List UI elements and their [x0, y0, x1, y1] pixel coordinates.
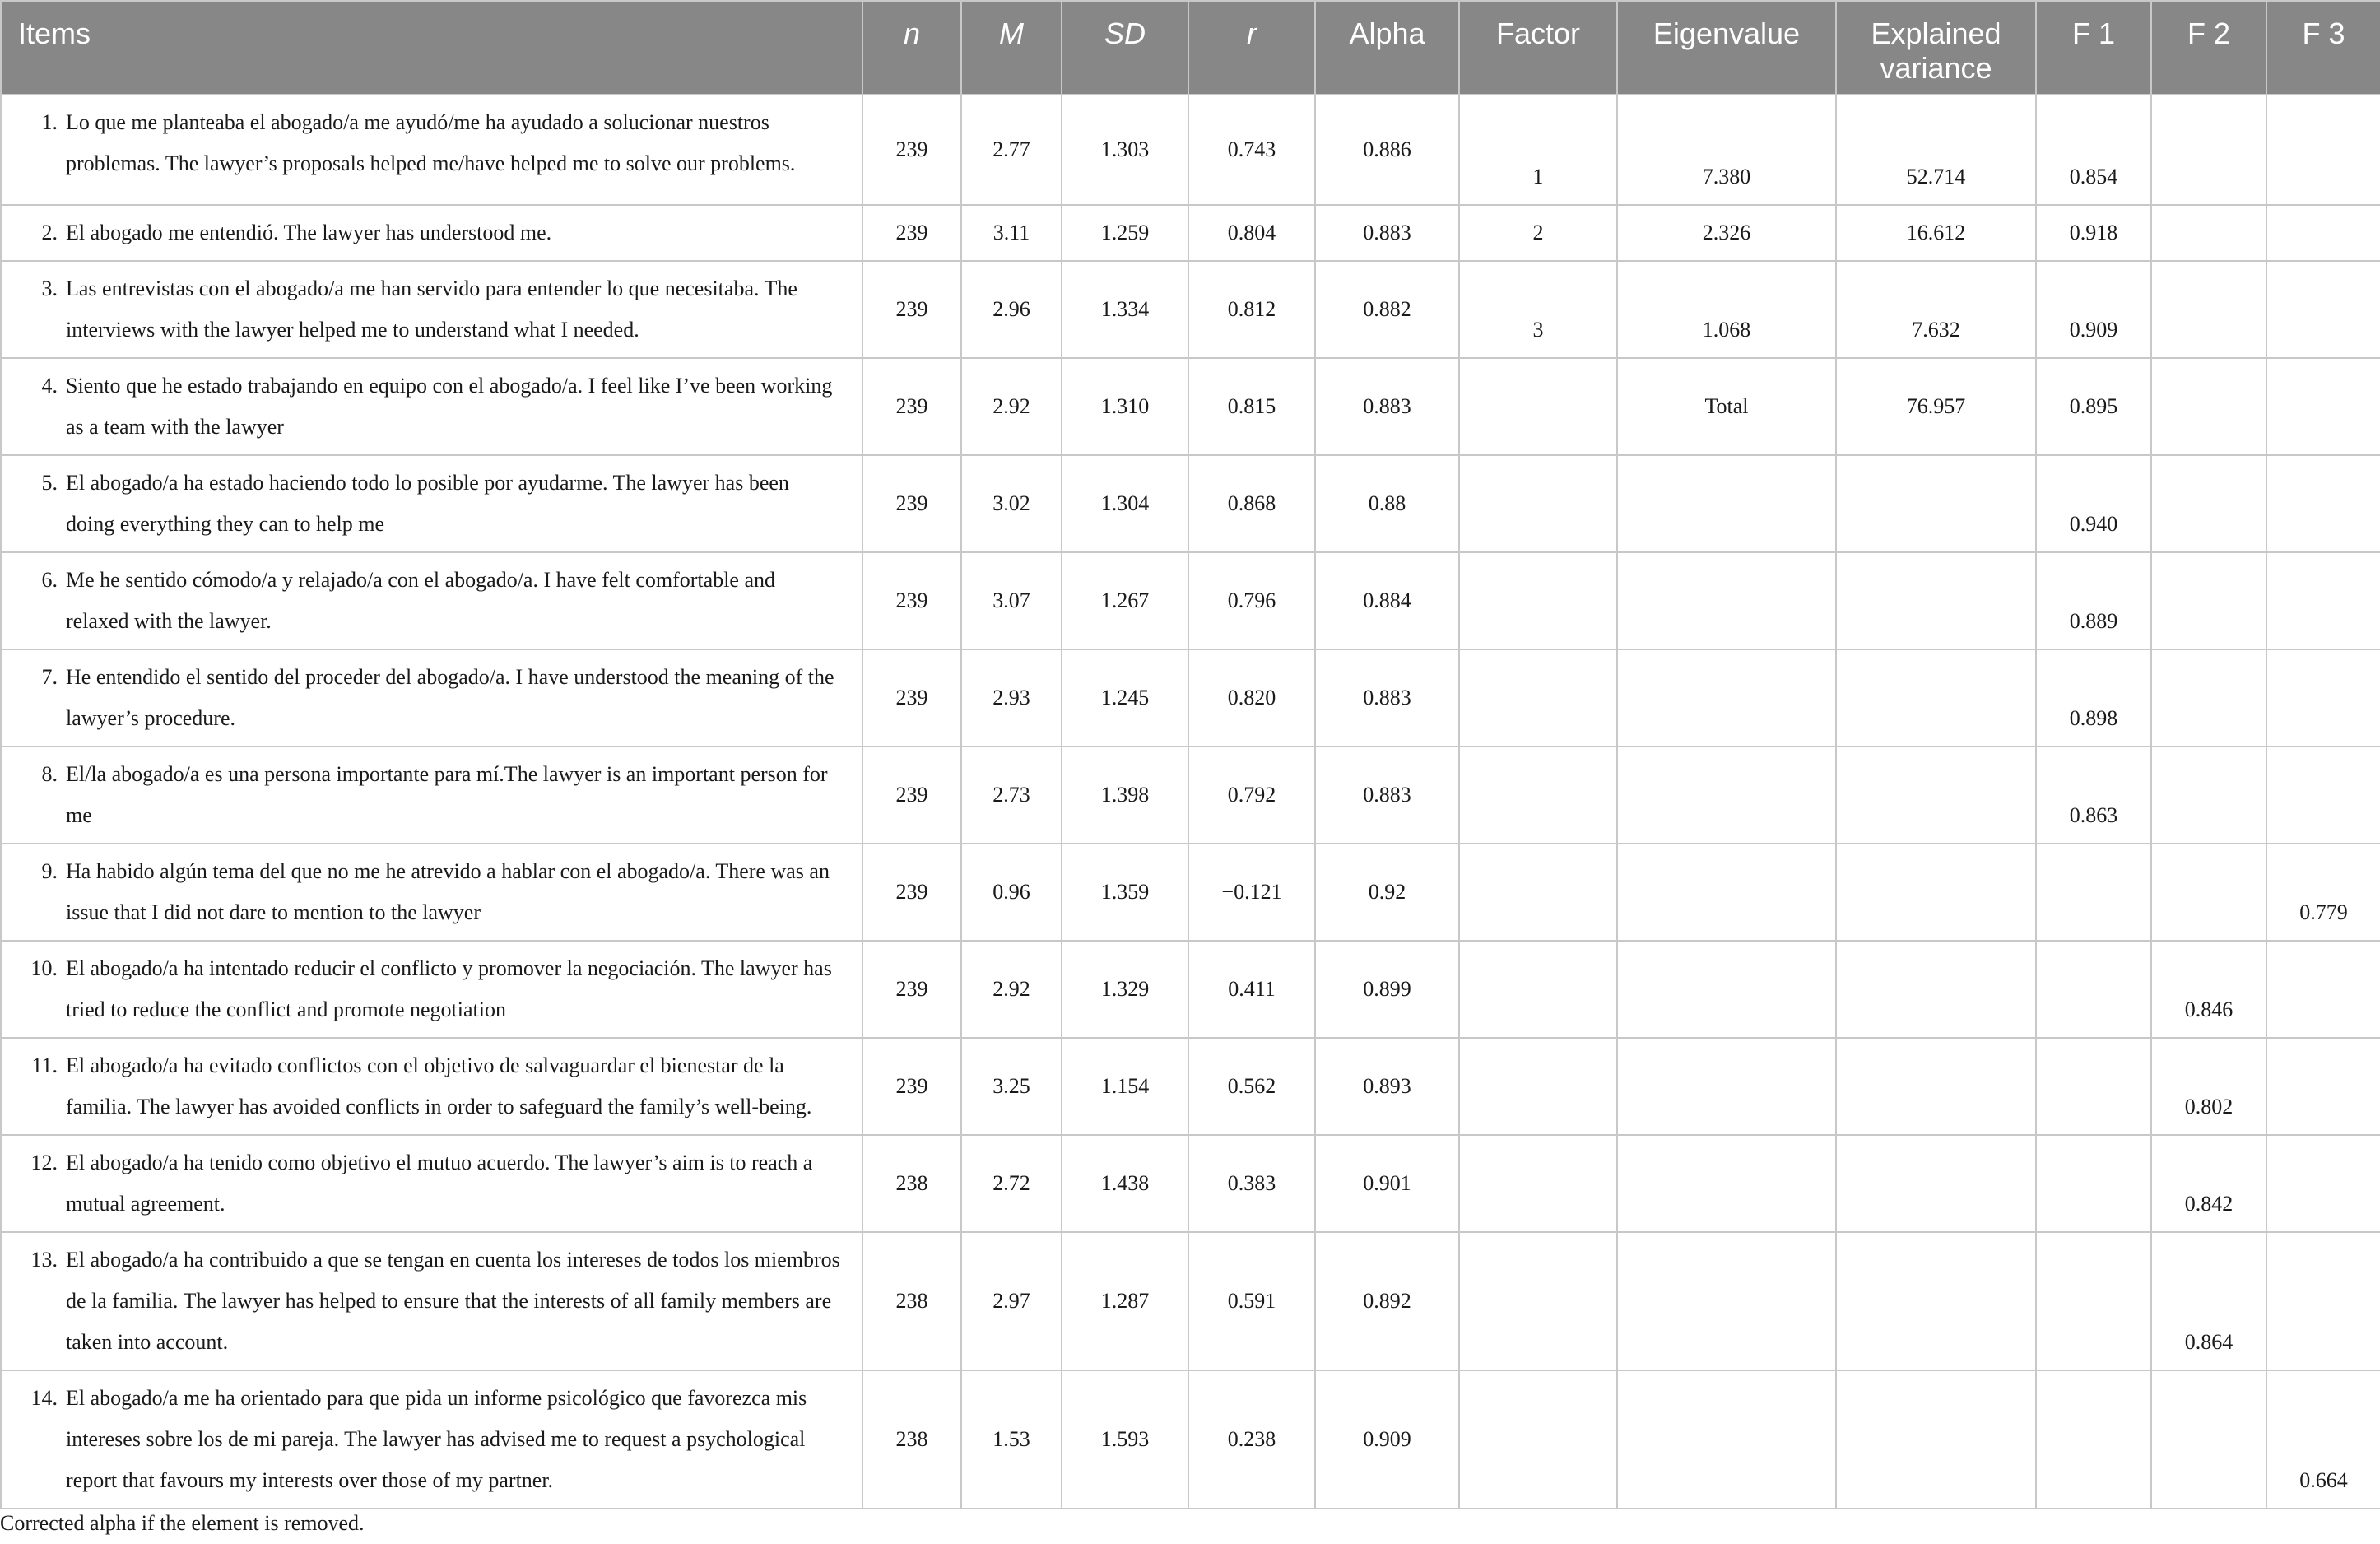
cell-n: 239	[862, 455, 961, 552]
cell-f3	[2266, 455, 2380, 552]
cell-explained	[1836, 746, 2036, 844]
item-cell	[1, 1370, 862, 1509]
cell-f3	[2266, 1038, 2380, 1135]
cell-factor	[1459, 1370, 1617, 1509]
cell-f3	[2266, 95, 2380, 205]
cell-factor	[1459, 649, 1617, 746]
cell-f1: 0.854	[2036, 95, 2151, 205]
cell-sd: 1.593	[1062, 1370, 1188, 1509]
item-number: 13.	[30, 1248, 58, 1272]
cell-f2	[2151, 205, 2266, 261]
cell-r: 0.868	[1188, 455, 1315, 552]
cell-alpha: 0.92	[1315, 844, 1459, 941]
table-row	[1, 455, 2380, 552]
cell-explained: 16.612	[1836, 205, 2036, 261]
cell-explained	[1836, 844, 2036, 941]
cell-m: 3.02	[961, 455, 1062, 552]
cell-eigenvalue	[1617, 941, 1836, 1038]
item-text: He entendido el sentido del proceder del abogado/a. I have understood the meaning of the lawyer’s procedure.	[66, 665, 834, 730]
cell-f3	[2266, 1135, 2380, 1232]
cell-eigenvalue	[1617, 1135, 1836, 1232]
item-text: El abogado/a ha contribuido a que se tengan en cuenta los intereses de todos los miembros de la familia. The lawyer has helped to ensure that the interests of all family members are taken into account.	[66, 1248, 840, 1354]
header-mean: M	[961, 1, 1062, 95]
cell-sd: 1.154	[1062, 1038, 1188, 1135]
item-text: El abogado/a ha estado haciendo todo lo posible por ayudarme. The lawyer has been doing everything they can to help me	[66, 471, 789, 536]
cell-f1	[2036, 1135, 2151, 1232]
item-cell	[1, 205, 862, 261]
cell-eigenvalue	[1617, 844, 1836, 941]
cell-m: 3.25	[961, 1038, 1062, 1135]
table-row	[1, 358, 2380, 455]
cell-f1	[2036, 844, 2151, 941]
cell-alpha: 0.901	[1315, 1135, 1459, 1232]
table-row	[1, 1135, 2380, 1232]
cell-n: 239	[862, 1038, 961, 1135]
cell-f1: 0.895	[2036, 358, 2151, 455]
table-row	[1, 844, 2380, 941]
cell-r: 0.815	[1188, 358, 1315, 455]
cell-sd: 1.259	[1062, 205, 1188, 261]
cell-eigenvalue	[1617, 552, 1836, 649]
cell-r: 0.591	[1188, 1232, 1315, 1370]
table-row	[1, 941, 2380, 1038]
cell-m: 2.72	[961, 1135, 1062, 1232]
cell-f3	[2266, 358, 2380, 455]
cell-factor	[1459, 746, 1617, 844]
cell-alpha: 0.899	[1315, 941, 1459, 1038]
cell-n: 239	[862, 552, 961, 649]
cell-n: 238	[862, 1370, 961, 1509]
cell-f3	[2266, 649, 2380, 746]
cell-sd: 1.438	[1062, 1135, 1188, 1232]
cell-r: 0.804	[1188, 205, 1315, 261]
cell-factor	[1459, 1038, 1617, 1135]
item-text: El/la abogado/a es una persona importante para mí.The lawyer is an important person for me	[66, 762, 828, 827]
cell-f1: 0.863	[2036, 746, 2151, 844]
item-text: El abogado/a ha tenido como objetivo el mutuo acuerdo. The lawyer’s aim is to reach a mutual agreement.	[66, 1151, 813, 1216]
cell-explained	[1836, 1135, 2036, 1232]
item-number: 4.	[41, 374, 58, 398]
cell-alpha: 0.909	[1315, 1370, 1459, 1509]
header-n: n	[862, 1, 961, 95]
cell-r: 0.796	[1188, 552, 1315, 649]
table-row	[1, 746, 2380, 844]
item-text: El abogado/a ha intentado reducir el conflicto y promover la negociación. The lawyer has tried to reduce the conflict and promote negotiation	[66, 956, 832, 1021]
cell-explained	[1836, 941, 2036, 1038]
cell-r: 0.238	[1188, 1370, 1315, 1509]
cell-f3	[2266, 552, 2380, 649]
cell-eigenvalue: Total	[1617, 358, 1836, 455]
item-cell	[1, 649, 862, 746]
cell-f3: 0.779	[2266, 844, 2380, 941]
cell-r: 0.812	[1188, 261, 1315, 358]
cell-f2: 0.864	[2151, 1232, 2266, 1370]
cell-explained: 52.714	[1836, 95, 2036, 205]
cell-r: 0.743	[1188, 95, 1315, 205]
item-cell	[1, 455, 862, 552]
item-number: 1.	[41, 110, 58, 134]
item-cell	[1, 746, 862, 844]
cell-alpha: 0.884	[1315, 552, 1459, 649]
cell-f1	[2036, 1370, 2151, 1509]
cell-explained	[1836, 649, 2036, 746]
cell-m: 2.96	[961, 261, 1062, 358]
cell-explained	[1836, 1232, 2036, 1370]
cell-factor	[1459, 941, 1617, 1038]
cell-n: 239	[862, 844, 961, 941]
header-explained-variance: Explained variance	[1836, 1, 2036, 95]
cell-sd: 1.359	[1062, 844, 1188, 941]
cell-eigenvalue: 2.326	[1617, 205, 1836, 261]
cell-eigenvalue	[1617, 1370, 1836, 1509]
header-items: Items	[1, 1, 862, 95]
cell-explained	[1836, 1370, 2036, 1509]
item-number: 6.	[41, 568, 58, 592]
cell-r: −0.121	[1188, 844, 1315, 941]
cell-r: 0.411	[1188, 941, 1315, 1038]
cell-f3: 0.664	[2266, 1370, 2380, 1509]
cell-f3	[2266, 1232, 2380, 1370]
cell-f1	[2036, 1232, 2151, 1370]
item-cell	[1, 358, 862, 455]
header-sd: SD	[1062, 1, 1188, 95]
cell-n: 239	[862, 746, 961, 844]
item-number: 14.	[30, 1386, 58, 1410]
header-r: r	[1188, 1, 1315, 95]
cell-alpha: 0.88	[1315, 455, 1459, 552]
table-row	[1, 1038, 2380, 1135]
cell-f2: 0.846	[2151, 941, 2266, 1038]
cell-sd: 1.287	[1062, 1232, 1188, 1370]
cell-f2	[2151, 1370, 2266, 1509]
cell-f3	[2266, 941, 2380, 1038]
cell-explained: 7.632	[1836, 261, 2036, 358]
cell-f2	[2151, 746, 2266, 844]
cell-eigenvalue	[1617, 1038, 1836, 1135]
cell-sd: 1.303	[1062, 95, 1188, 205]
cell-alpha: 0.893	[1315, 1038, 1459, 1135]
cell-factor	[1459, 1232, 1617, 1370]
header-f2: F 2	[2151, 1, 2266, 95]
table-row	[1, 95, 2380, 205]
header-row	[1, 1, 2380, 95]
item-text: Lo que me planteaba el abogado/a me ayudó/me ha ayudado a solucionar nuestros problemas. The lawyer’s proposals helped me/have helped me to solve our problems.	[66, 110, 796, 175]
item-number: 10.	[30, 956, 58, 980]
header-f1: F 1	[2036, 1, 2151, 95]
cell-m: 3.11	[961, 205, 1062, 261]
cell-m: 2.97	[961, 1232, 1062, 1370]
cell-f2: 0.802	[2151, 1038, 2266, 1135]
cell-alpha: 0.883	[1315, 649, 1459, 746]
cell-r: 0.820	[1188, 649, 1315, 746]
item-cell	[1, 261, 862, 358]
cell-n: 238	[862, 1135, 961, 1232]
cell-explained: 76.957	[1836, 358, 2036, 455]
cell-alpha: 0.883	[1315, 358, 1459, 455]
item-text: Ha habido algún tema del que no me he atrevido a hablar con el abogado/a. There was an issue that I did not dare to mention to the lawyer	[66, 859, 830, 924]
cell-f1: 0.909	[2036, 261, 2151, 358]
cell-f1	[2036, 941, 2151, 1038]
cell-m: 2.93	[961, 649, 1062, 746]
table-row	[1, 1232, 2380, 1370]
cell-f2	[2151, 261, 2266, 358]
cell-explained	[1836, 455, 2036, 552]
cell-sd: 1.329	[1062, 941, 1188, 1038]
item-cell	[1, 1135, 862, 1232]
cell-sd: 1.267	[1062, 552, 1188, 649]
cell-factor	[1459, 455, 1617, 552]
cell-factor	[1459, 1135, 1617, 1232]
item-number: 9.	[41, 859, 58, 883]
cell-sd: 1.310	[1062, 358, 1188, 455]
cell-m: 3.07	[961, 552, 1062, 649]
item-text: Las entrevistas con el abogado/a me han servido para entender lo que necesitaba. The interviews with the lawyer helped me to understand what I needed.	[66, 277, 797, 342]
item-number: 11.	[31, 1053, 58, 1077]
cell-f1: 0.940	[2036, 455, 2151, 552]
cell-factor: 2	[1459, 205, 1617, 261]
item-number: 2.	[41, 221, 58, 244]
cell-n: 239	[862, 261, 961, 358]
item-cell	[1, 552, 862, 649]
item-number: 12.	[30, 1151, 58, 1174]
cell-sd: 1.304	[1062, 455, 1188, 552]
cell-n: 239	[862, 205, 961, 261]
item-text: Me he sentido cómodo/a y relajado/a con el abogado/a. I have felt comfortable and relaxed with the lawyer.	[66, 568, 775, 633]
cell-alpha: 0.882	[1315, 261, 1459, 358]
header-factor: Factor	[1459, 1, 1617, 95]
cell-f2	[2151, 358, 2266, 455]
item-text: Siento que he estado trabajando en equipo con el abogado/a. I feel like I’ve been working as a team with the lawyer	[66, 374, 833, 439]
item-cell	[1, 844, 862, 941]
item-cell	[1, 1232, 862, 1370]
item-cell	[1, 941, 862, 1038]
table-row	[1, 649, 2380, 746]
cell-sd: 1.245	[1062, 649, 1188, 746]
table-row	[1, 552, 2380, 649]
cell-f1: 0.898	[2036, 649, 2151, 746]
cell-f2	[2151, 95, 2266, 205]
cell-m: 2.92	[961, 941, 1062, 1038]
cell-m: 0.96	[961, 844, 1062, 941]
cell-f3	[2266, 205, 2380, 261]
table-row	[1, 1370, 2380, 1509]
item-text: El abogado/a me ha orientado para que pida un informe psicológico que favorezca mis intereses sobre los de mi pareja. The lawyer has advised me to request a psychological report that favours my interests over those of my partner.	[66, 1386, 807, 1492]
cell-f1: 0.918	[2036, 205, 2151, 261]
header-alpha: Alpha	[1315, 1, 1459, 95]
cell-sd: 1.334	[1062, 261, 1188, 358]
cell-f2	[2151, 552, 2266, 649]
cell-r: 0.383	[1188, 1135, 1315, 1232]
table-footnote: Corrected alpha if the element is removed.	[0, 1511, 365, 1535]
table-header	[1, 1, 2380, 95]
cell-factor: 3	[1459, 261, 1617, 358]
cell-n: 239	[862, 358, 961, 455]
cell-f2	[2151, 649, 2266, 746]
cell-m: 2.77	[961, 95, 1062, 205]
cell-explained	[1836, 552, 2036, 649]
header-f3: F 3	[2266, 1, 2380, 95]
item-number: 3.	[41, 277, 58, 300]
cell-r: 0.562	[1188, 1038, 1315, 1135]
cell-f1	[2036, 1038, 2151, 1135]
cell-f3	[2266, 261, 2380, 358]
cell-explained	[1836, 1038, 2036, 1135]
cell-alpha: 0.886	[1315, 95, 1459, 205]
table-row	[1, 261, 2380, 358]
cell-eigenvalue: 7.380	[1617, 95, 1836, 205]
item-cell	[1, 95, 862, 205]
cell-eigenvalue	[1617, 455, 1836, 552]
cell-eigenvalue	[1617, 746, 1836, 844]
cell-eigenvalue: 1.068	[1617, 261, 1836, 358]
cell-alpha: 0.883	[1315, 205, 1459, 261]
cell-n: 238	[862, 1232, 961, 1370]
cell-f3	[2266, 746, 2380, 844]
table-body	[1, 95, 2380, 1509]
cell-f2	[2151, 455, 2266, 552]
cell-f2: 0.842	[2151, 1135, 2266, 1232]
item-number: 5.	[41, 471, 58, 495]
cell-n: 239	[862, 941, 961, 1038]
cell-n: 239	[862, 649, 961, 746]
item-text: El abogado/a ha evitado conflictos con el objetivo de salvaguardar el bienestar de la familia. The lawyer has avoided conflicts in order to safeguard the family’s well-being.	[66, 1053, 812, 1118]
cell-sd: 1.398	[1062, 746, 1188, 844]
cell-f1: 0.889	[2036, 552, 2151, 649]
item-number: 8.	[41, 762, 58, 786]
cell-eigenvalue	[1617, 1232, 1836, 1370]
cell-factor	[1459, 844, 1617, 941]
cell-alpha: 0.892	[1315, 1232, 1459, 1370]
cell-m: 2.73	[961, 746, 1062, 844]
cell-m: 2.92	[961, 358, 1062, 455]
cell-r: 0.792	[1188, 746, 1315, 844]
item-text: El abogado me entendió. The lawyer has understood me.	[66, 221, 552, 244]
table-row	[1, 205, 2380, 261]
cell-n: 239	[862, 95, 961, 205]
cell-factor: 1	[1459, 95, 1617, 205]
header-eigenvalue: Eigenvalue	[1617, 1, 1836, 95]
cell-m: 1.53	[961, 1370, 1062, 1509]
cell-alpha: 0.883	[1315, 746, 1459, 844]
cell-factor	[1459, 552, 1617, 649]
item-cell	[1, 1038, 862, 1135]
cell-f2	[2151, 844, 2266, 941]
item-number: 7.	[41, 665, 58, 689]
cell-factor	[1459, 358, 1617, 455]
cell-eigenvalue	[1617, 649, 1836, 746]
